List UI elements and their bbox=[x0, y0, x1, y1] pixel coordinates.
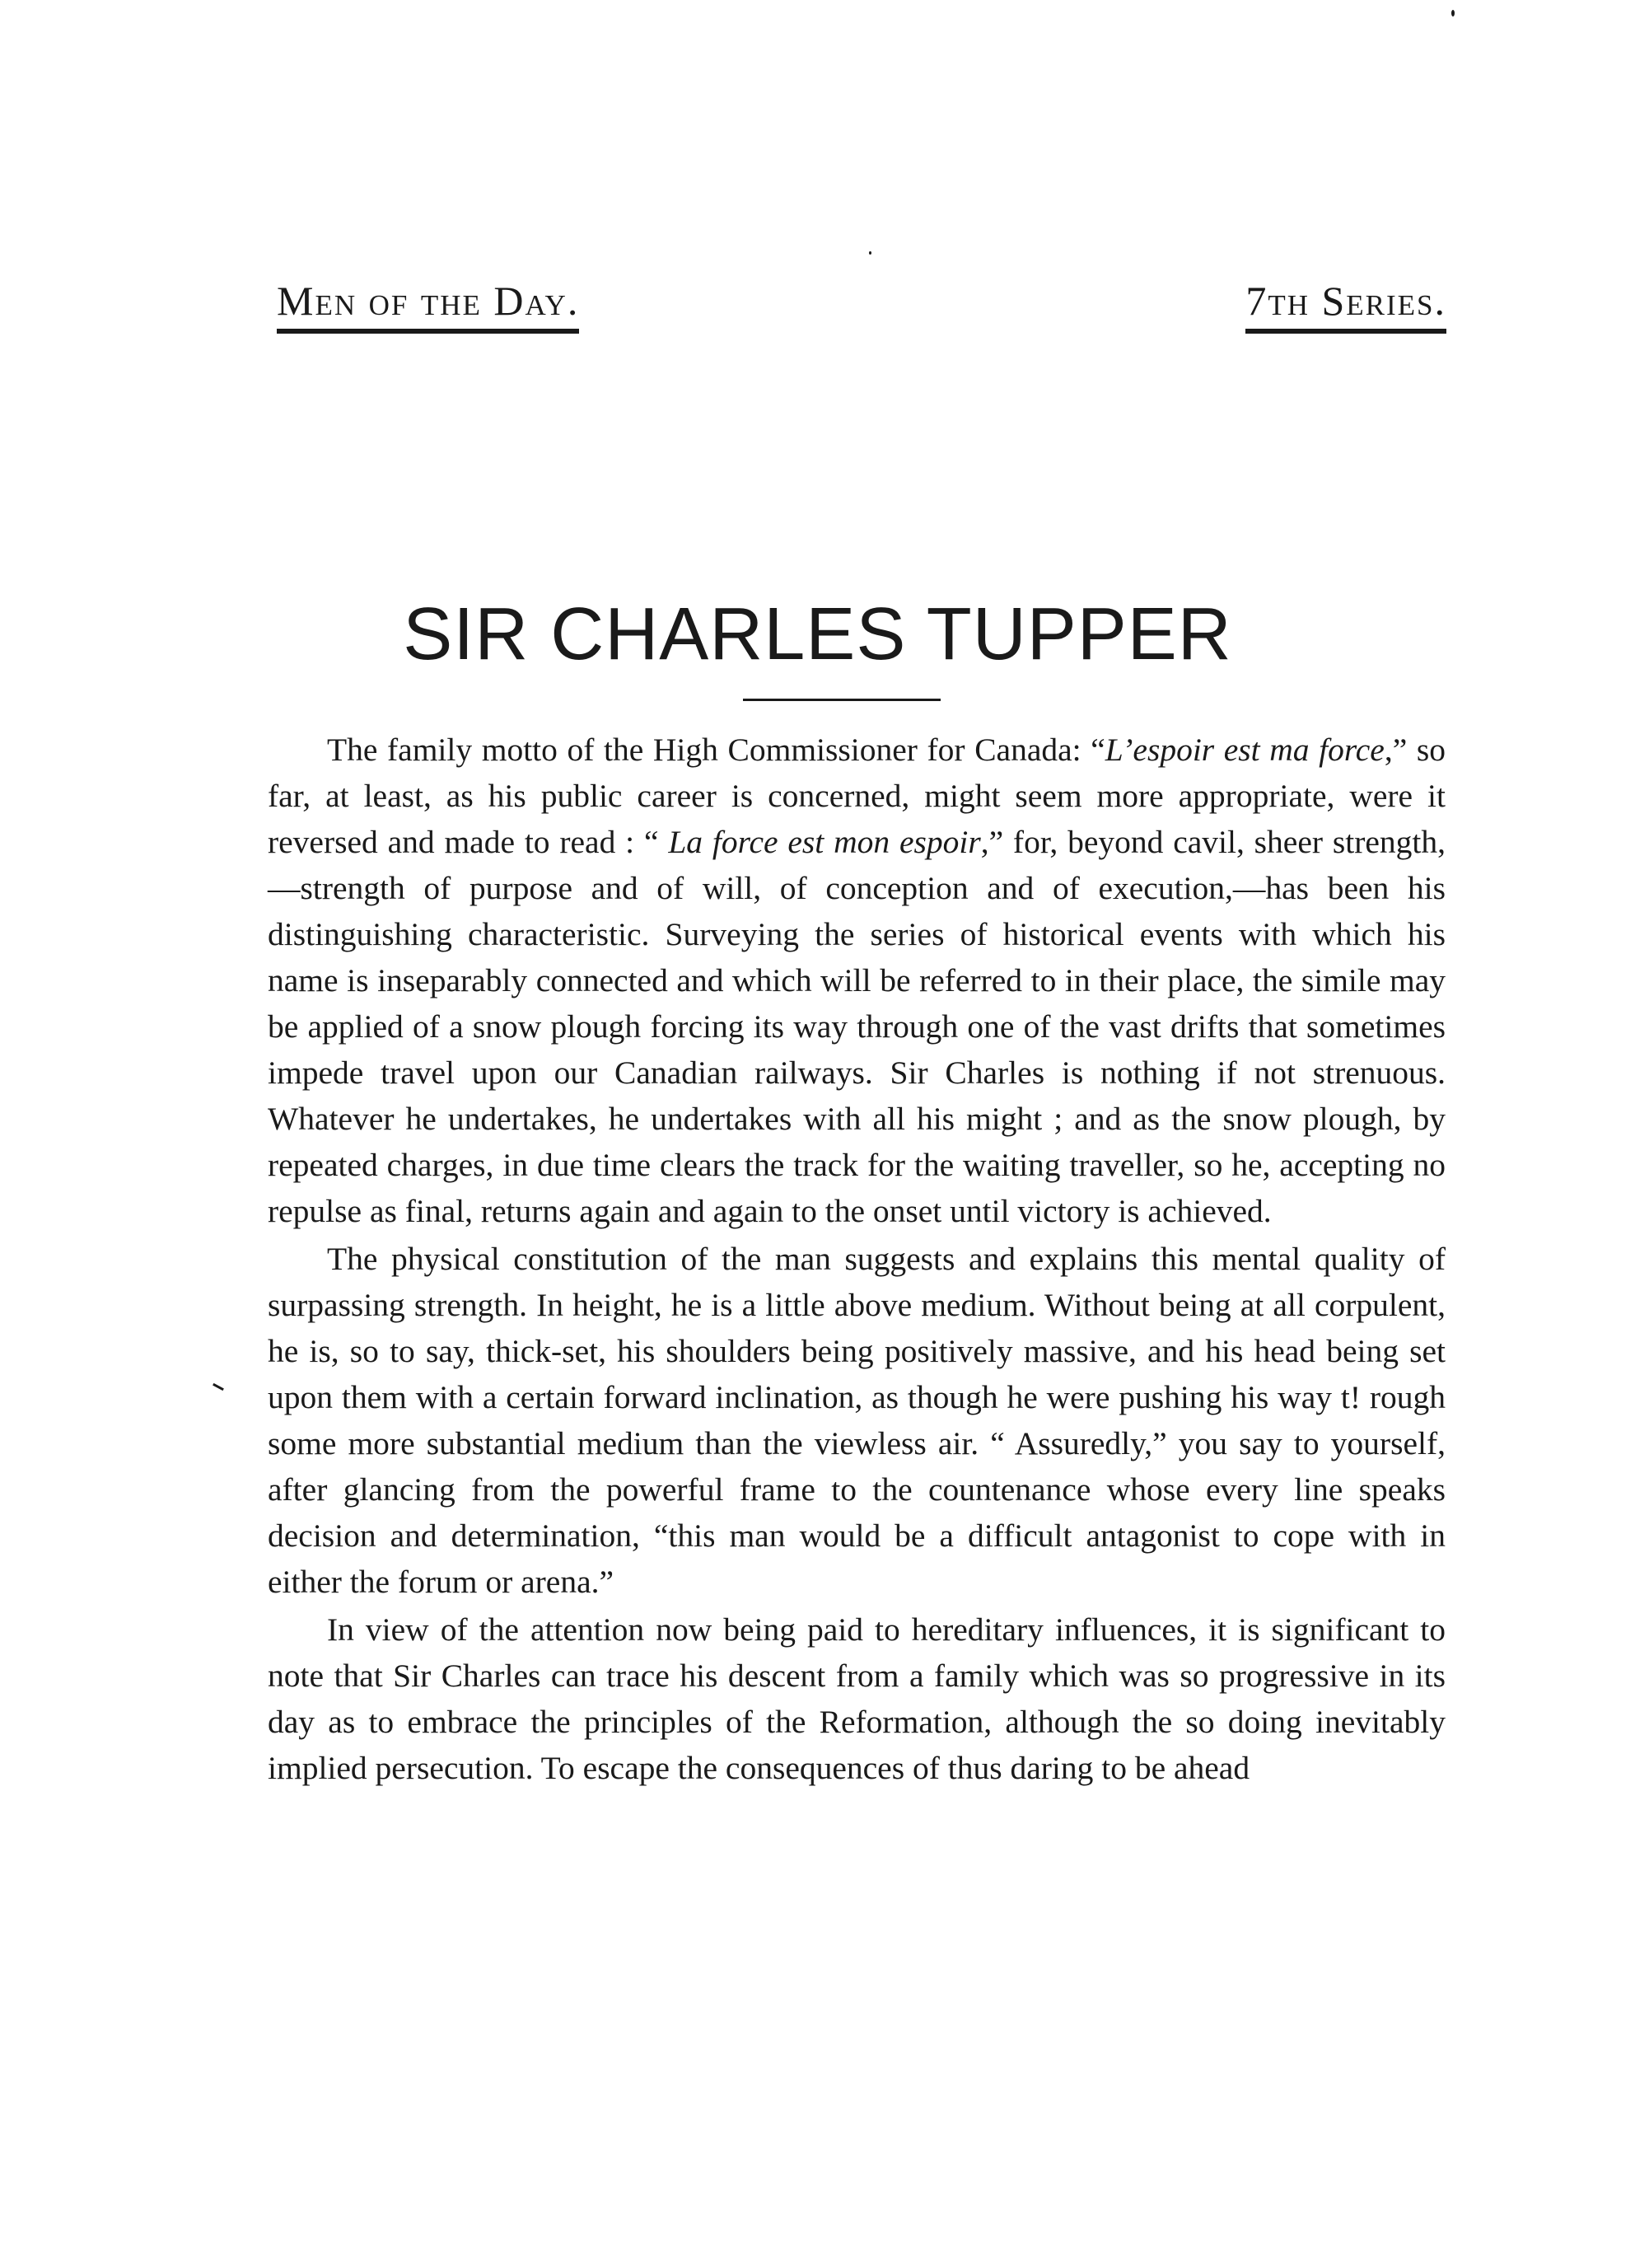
text-run: The family motto of the High Commissioner for Canada: “ bbox=[327, 732, 1105, 768]
running-head-left: Men of the Day. bbox=[277, 276, 579, 334]
body-paragraph bbox=[268, 1606, 1446, 1791]
article-body bbox=[268, 727, 1446, 1791]
print-speck bbox=[869, 251, 871, 255]
text-run: ,” so far, at least, as his public career is concerned, might seem more appropriate, were it reversed and made to read : “ bbox=[268, 732, 1446, 860]
text-run: In view of the attention now being paid to hereditary influences, it is significant to note that Sir Charles can trace his descent from a family which was so progressive in its day as to embrace the principles of the Reformation, although the so doing inevitably implied persecution. To escape the consequences of thus daring to be ahead bbox=[268, 1611, 1446, 1786]
italic-phrase: La force est mon espoir bbox=[668, 824, 981, 860]
print-speck bbox=[1451, 10, 1455, 16]
text-run: ,” for, beyond cavil, sheer strength,—strength of purpose and of will, of conception and of execution,—has been his distinguishing characteristic. Surveying the series of historical events with which his name is inseparably connected and which will be referred to in their place, the simile may be applied of a snow plough forcing its way through one of the vast drifts that sometimes impede travel upon our Canadian railways. Sir Charles is nothing if not strenuous. Whatever he undertakes, he undertakes with all his might ; and as the snow plough, by repeated charges, in due time clears the track for the waiting traveller, so he, accepting no repulse as final, returns again and again to the onset until victory is achieved. bbox=[268, 824, 1446, 1229]
body-paragraph bbox=[268, 727, 1446, 1234]
title-rule bbox=[743, 699, 941, 701]
body-paragraph bbox=[268, 1236, 1446, 1605]
running-head-right: 7th Series. bbox=[1245, 276, 1446, 334]
margin-mark bbox=[213, 1383, 224, 1391]
article-title: SIR CHARLES TUPPER bbox=[403, 593, 1232, 676]
italic-phrase: L’espoir est ma force bbox=[1105, 732, 1385, 768]
text-run: The physical constitution of the man suggests and explains this mental quality of surpassing strength. In height, he is a little above medium. Without being at all corpulent, he is, so to say, thick-set, his shoulders being positively massive, and his head being set upon them with a certain forward inclination, as though he were pushing his way t! rough some more substantial medium than the viewless air. “ Assuredly,” you say to yourself, after glancing from the powerful frame to the countenance whose every line speaks decision and determination, “this man would be a difficult antagonist to cope with in either the forum or arena.” bbox=[268, 1241, 1446, 1600]
running-head bbox=[277, 276, 1446, 342]
